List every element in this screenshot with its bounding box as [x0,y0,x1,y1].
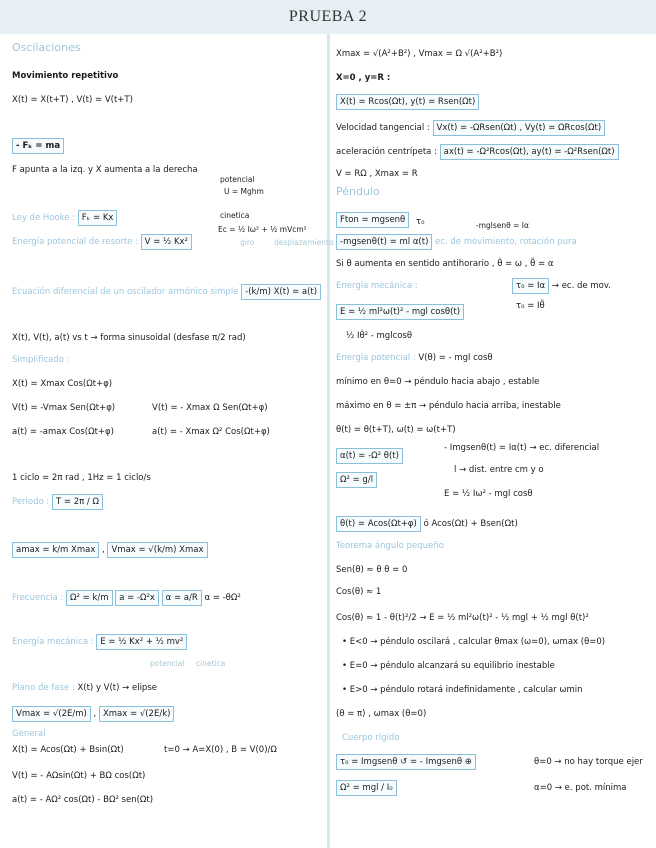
formula-line: E = ½ Iω² - mgl cosθ [444,489,533,499]
formula-line: t=0 → A=X(0) , B = V(0)/Ω [164,745,277,755]
formula-line: X=0 , y=R : [336,73,391,83]
formula-line: - Imgsenθ(t) = Iα(t) → ec. diferencial [444,443,600,453]
formula-line: X(t) = X(t+T) , V(t) = V(t+T) [12,95,133,105]
formula-box: τ₀ = Iα [512,278,549,294]
note-line: ec. de movimiento, rotación pura [435,237,577,247]
formula-line: ½ Iθ̇² - mglcosθ [346,331,413,341]
label-energia-potencial: Energía potencial : [336,353,416,363]
formula-box: Vmax = √(k/m) Xmax [107,542,207,558]
label-plano-fase: Plano de fase : [12,683,75,693]
note-line: → ec. de mov. [551,281,611,291]
formula-box: V = ½ Kx² [141,234,192,250]
formula-line: V(t) = - AΩsin(Ωt) + BΩ cos(Ωt) [12,771,146,781]
note-line: máximo en θ = ±π → péndulo hacia arriba, inestable [336,401,561,411]
formula-line: τ₀ = Iθ̈ [516,301,545,311]
label-energia-mecanica: Energía mecánica : [336,281,418,291]
label-cinetica: cinetica [220,211,250,220]
label-giro: giro [240,238,255,247]
label-potencial: potencial [220,175,255,184]
formula-line: X(t) = Acos(Ωt) + Bsin(Ωt) [12,745,124,755]
formula-line: a(t) = - Xmax Ω² Cos(Ωt+φ) [152,427,270,437]
note-line: X(t) y V(t) → elipse [77,683,157,693]
formula-line: V(t) = - Xmax Ω Sen(Ωt+φ) [152,403,268,413]
formula-line: Sen(θ) ≈ θ θ = 0 [336,565,408,575]
note-line: Movimiento repetitivo [12,71,119,81]
right-column [336,34,652,848]
list-item: • E>0 → péndulo rotará indefinidamente , calcular ωmin [342,685,583,695]
formula-line: a(t) = - AΩ² cos(Ωt) - BΩ² sen(Ωt) [12,795,154,805]
label-aceleracion-centripeta: aceleración centrípeta : [336,147,437,157]
formula-line: -mglsenθ = Iα [476,221,529,230]
label-energia-potencial-resorte: Energía potencial de resorte : [12,237,138,247]
formula-line: τ₀ [416,217,425,227]
formula-box: X(t) = Rcos(Ωt), y(t) = Rsen(Ωt) [336,94,479,110]
formula-line: V(t) = -Vmax Sen(Ωt+φ) [12,403,116,413]
formula-line: U = Mghm [224,187,264,196]
formula-box: τ₀ = Imgsenθ ↺ = - Imgsenθ ⊕ [336,754,476,770]
note-line: mínimo en θ=0 → péndulo hacia abajo , estable [336,377,540,387]
formula-box: Ω² = mgl / I₀ [336,780,397,796]
formula-box: - Fₖ = ma [12,138,64,154]
formula-box: θ(t) = Acos(Ωt+φ) [336,516,421,532]
formula-box: Vmax = √(2E/m) [12,706,91,722]
column-divider [327,34,330,848]
list-item: (θ = π) , ωmax (θ=0) [336,709,427,719]
formula-box: ax(t) = -Ω²Rcos(Ωt), ay(t) = -Ω²Rsen(Ωt) [440,144,619,160]
formula-box: a = -Ω²x [115,590,159,606]
label-ecuacion-diferencial: Ecuación diferencial de un oscilador armónico simple [12,287,239,297]
formula-box: Fₖ = Kx [78,210,118,226]
label-periodo: Periodo : [12,497,50,507]
note-line: Si θ aumenta en sentido antihorario , θ̇ = ω , θ̈ = α [336,259,554,269]
formula-line: Cos(θ) ≈ 1 - θ(t)²/2 → E = ½ ml²ω(t)² - ½ mgl + ½ mgl θ(t)² [336,613,589,623]
formula-box: Fton = mgsenθ [336,212,409,228]
formula-box: T = 2π / Ω [52,494,103,510]
label-desplazamiento: desplazamiento [274,238,334,247]
formula-box: Vx(t) = -ΩRsen(Ωt) , Vy(t) = ΩRcos(Ωt) [433,120,606,136]
heading-teorema-angulo-pequeno: Teorema ángulo pequeño [336,541,444,551]
formula-box: E = ½ Kx² + ½ mv² [96,634,187,650]
left-column: Oscilaciones Movimiento repetitivo X(t) = X(t+T) , V(t) = V(t+T) - Fₖ = ma F apunta a la izq. y X aumenta a la derecha potencial U = Mghm Ley de Hooke : Fₖ = Kx cinetica Energía potencial de resorte : V = ½ Kx² Ec = ½ Iω² + ½ mVcm² giro desplazamiento Ecuación diferencial de un oscilador armónico simple -(k/m) X(t) = a(t) X(t), V(t), a(t) vs t → forma sinusoidal (desfase π/2 rad) Simplificado : X(t) = Xmax Cos(Ωt+φ) V(t) = -Vmax Sen(Ωt+φ) V(t) = - Xmax Ω Sen(Ωt+φ) a(t) = -amax Cos(Ωt+φ) a(t) = - Xmax Ω² Cos(Ωt+φ) 1 ciclo = 2π rad , 1Hz = 1 ciclo/s Periodo : T = 2π / Ω amax = k/m Xmax , Vmax = √(k/m) Xmax Frecuencia : Ω² = k/m a = -Ω²x α = a/R α = -θΩ² Energía mecánica : E = ½ Kx² + ½ mv² potencial cinetica Plano de fase : X(t) y V(t) → elipse Vmax = √(2E/m) , Xmax = √(2E/k) General X(t) = Acos(Ωt) + Bsin(Ωt) t=0 → A=X(0) , B = V(0)/Ω V(t) = - AΩsin(Ωt) + BΩ cos(Ωt) a(t) = - AΩ² cos(Ωt) - BΩ² sen(Ωt) [12,41,334,805]
label-potencial: potencial [150,659,185,668]
formula-box: -(k/m) X(t) = a(t) [241,284,321,300]
note-line: X(t), V(t), a(t) vs t → forma sinusoidal (desfase π/2 rad) [12,333,246,343]
formula-line: X(t) = Xmax Cos(Ωt+φ) [12,379,113,389]
note-line: F apunta a la izq. y X aumenta a la derecha [12,165,198,175]
note-line: 1 ciclo = 2π rad , 1Hz = 1 ciclo/s [12,473,151,483]
label-cinetica: cinetica [196,659,226,668]
list-item: • E<0 → péndulo oscilará , calcular θmax (ω=0), ωmax (θ=0) [342,637,606,647]
formula-box: Xmax = √(2E/k) [99,706,174,722]
formula-line: θ(t) = θ(t+T), ω(t) = ω(t+T) [336,425,456,435]
formula-box: α = a/R [162,590,202,606]
label-simplificado: Simplificado : [12,355,70,365]
formula-line: Ec = ½ Iω² + ½ mVcm² [218,225,307,234]
heading-pendulo: Péndulo [336,185,380,198]
formula-line: V(θ) = - mgl cosθ [418,353,493,363]
heading-oscilaciones: Oscilaciones [12,41,81,54]
label-energia-mecanica: Energía mecánica : [12,637,94,647]
formula-box: amax = k/m Xmax [12,542,99,558]
formula-box: E = ½ ml²ω(t)² - mgl cosθ(t) [336,304,464,320]
heading-cuerpo-rigido: Cuerpo rígido [342,733,400,743]
note-line: θ=0 → no hay torque ejer [534,757,643,767]
formula-line: α = -θΩ² [204,593,241,603]
note-line: α=0 → e. pot. mínima [534,783,627,793]
note-line: l → dist. entre cm y o [454,465,544,475]
formula-line: a(t) = -amax Cos(Ωt+φ) [12,427,114,437]
list-item: • E=0 → péndulo alcanzará su equilibrio inestable [342,661,555,671]
formula-box: -mgsenθ(t) = ml α(t) [336,234,432,250]
formula-box: Ω² = k/m [66,590,113,606]
formula-line: V = RΩ , Xmax = R [336,169,418,179]
formula-line: Xmax = √(A²+B²) , Vmax = Ω √(A²+B²) [336,49,503,59]
label-ley-hooke: Ley de Hooke : [12,213,76,223]
page-title: PRUEBA 2 [0,0,656,34]
formula-box: Ω² = g/l [336,472,377,488]
formula-line: Cos(θ) ≈ 1 [336,587,382,597]
formula-line: ó Acos(Ωt) + Bsen(Ωt) [423,519,518,529]
formula-box: α(t) = -Ω² θ(t) [336,448,403,464]
label-velocidad-tangencial: Velocidad tangencial : [336,123,430,133]
heading-general: General [12,729,46,739]
label-frecuencia: Frecuencia : [12,593,64,603]
